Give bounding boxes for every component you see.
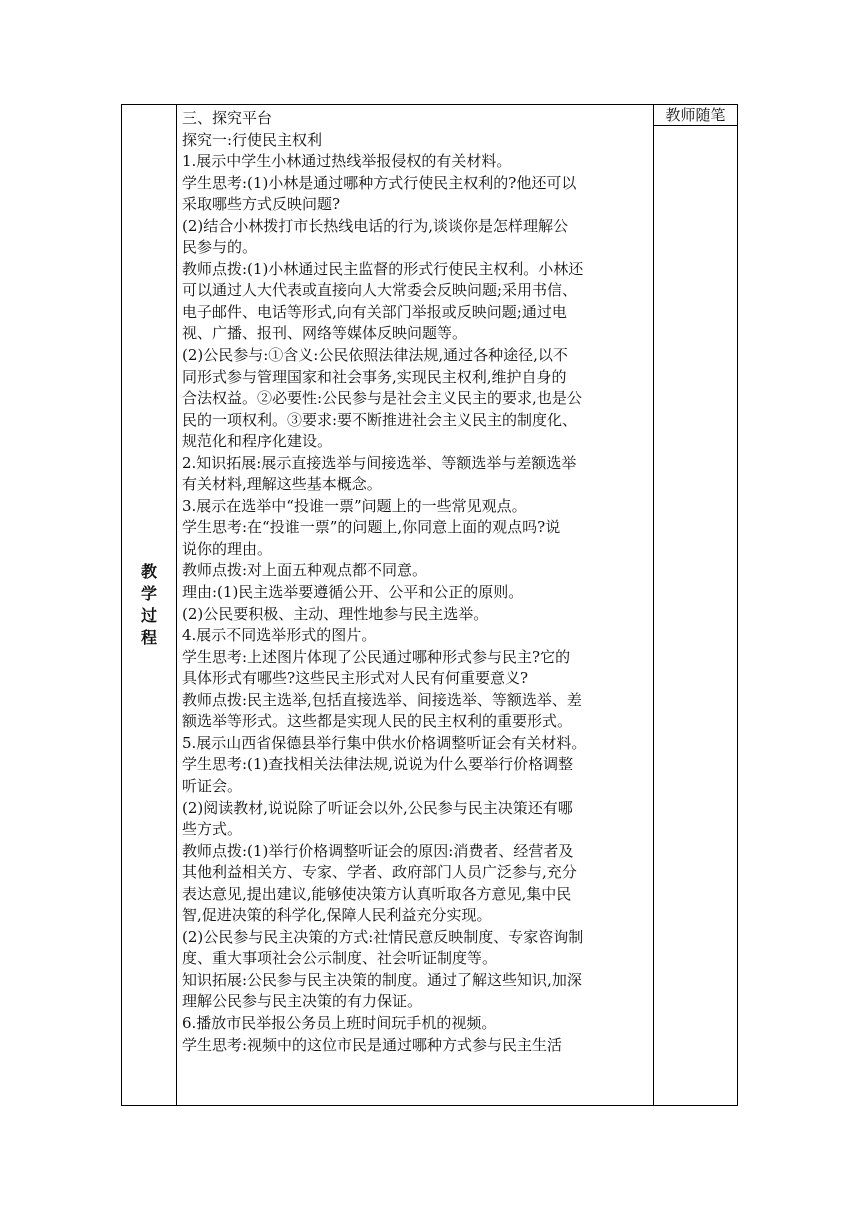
content-line: (2)阅读教材,说说除了听证会以外,公民参与民主决策还有哪 [182,798,573,817]
content-line: 民参与的。 [182,238,258,257]
section-label-cell [122,105,177,1106]
content-line: 听证会。 [182,776,243,795]
section-label [141,561,157,649]
content-line: 理解公民参与民主决策的有力保证。 [182,992,423,1011]
content-line: 学生思考:(1)小林是通过哪种方式行使民主权利的?他还可以 [182,173,577,192]
teacher-notes-cell [654,105,738,1106]
content-line: 教师点拨:民主选举,包括直接选举、间接选举、等额选举、差 [182,690,582,709]
content-line: 有关材料,理解这些基本概念。 [182,475,382,494]
content-line: 智,促进决策的科学化,保障人民利益充分实现。 [182,906,492,925]
content-line: (2)公民参与:①含义:公民依照法律法规,通过各种途径,以不 [182,346,568,365]
content-line: 合法权益。②必要性:公民参与是社会主义民主的要求,也是公 [182,389,582,408]
content-line: 3.展示在选举中“投谁一票”问题上的一些常见观点。 [182,496,527,515]
content-line: (2)公民要积极、主动、理性地参与民主选举。 [182,604,489,623]
content-line: (2)结合小林拨打市长热线电话的行为,谈谈你是怎样理解公 [182,216,569,235]
content-line: 说你的理由。 [182,539,273,558]
content-line: 具体形式有哪些?这些民主形式对人民有何重要意义? [182,669,529,688]
content-line: 采取哪些方式反映问题? [182,195,341,214]
content-line: 探究一:行使民主权利 [182,130,323,149]
content-line: 4.展示不同选举形式的图片。 [182,626,377,645]
content-line: 些方式。 [182,820,243,839]
lesson-plan-table [121,104,738,1106]
section-label-char: 教 [140,562,157,581]
content-line: 规范化和程序化建设。 [182,432,333,451]
content-line: 其他利益相关方、专家、学者、政府部门人员广泛参与,充分 [182,863,577,882]
content-line: 额选举等形式。这些都是实现人民的民主权利的重要形式。 [182,712,573,731]
content-line: 理由:(1)民主选举要遵循公开、公平和公正的原则。 [182,583,524,602]
content-line: 教师点拨:对上面五种观点都不同意。 [182,561,428,580]
content-line: 学生思考:在“投谁一票”的问题上,你同意上面的观点吗?说 [182,518,561,537]
content-line: 视、广播、报刊、网络等媒体反映问题等。 [182,324,468,343]
lesson-content [182,108,649,1056]
content-line: 学生思考:(1)查找相关法律法规,说说为什么要举行价格调整 [182,755,574,774]
content-line: 6.播放市民举报公务员上班时间玩手机的视频。 [182,1013,497,1032]
content-line: 民的一项权利。③要求:要不断推进社会主义民主的制度化、 [182,410,578,429]
content-line: 1.展示中学生小林通过热线举报侵权的有关材料。 [182,152,512,171]
content-line: 表达意见,提出建议,能够使决策方认真听取各方意见,集中民 [182,884,572,903]
content-line: 度、重大事项社会公示制度、社会听证制度等。 [182,949,498,968]
content-line: (2)公民参与民主决策的方式:社情民意反映制度、专家咨询制 [182,927,584,946]
lesson-content-cell [177,105,654,1106]
content-line: 学生思考:视频中的这位市民是通过哪种方式参与民主生活 [182,1035,563,1054]
content-line: 电子邮件、电话等形式,向有关部门举报或反映问题;通过电 [182,302,567,321]
content-line: 同形式参与管理国家和社会事务,实现民主权利,维护自身的 [182,367,567,386]
content-line: 2.知识拓展:展示直接选举与间接选举、等额选举与差额选举 [182,453,577,472]
content-line: 知识拓展:公民参与民主决策的制度。通过了解这些知识,加深 [182,970,582,989]
section-label-char: 学 [140,584,157,603]
content-line: 5.展示山西省保德县举行集中供水价格调整听证会有关材料。 [182,733,587,752]
section-label-char: 程 [140,628,157,647]
content-line: 学生思考:上述图片体现了公民通过哪种形式参与民主?它的 [182,647,571,666]
section-label-char: 过 [140,606,157,625]
teacher-notes-header: 教师随笔 [654,105,737,126]
content-line: 三、探究平台 [182,109,273,127]
content-line: 教师点拨:(1)举行价格调整听证会的原因:消费者、经营者及 [182,841,574,860]
content-line: 可以通过人大代表或直接向人大常委会反映问题;采用书信、 [182,281,578,300]
content-line: 教师点拨:(1)小林通过民主监督的形式行使民主权利。小林还 [182,259,584,278]
